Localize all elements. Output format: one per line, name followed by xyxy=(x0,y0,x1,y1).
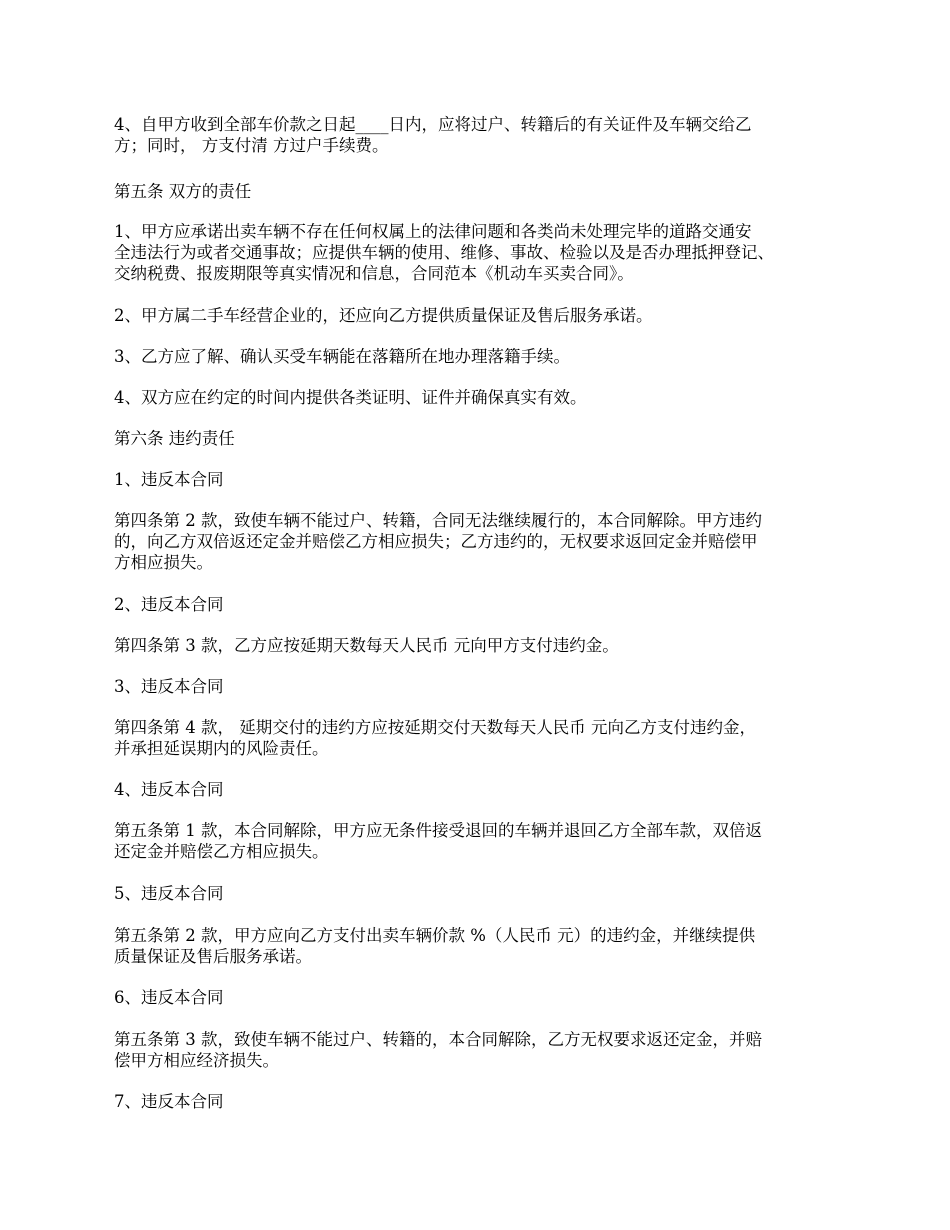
text-line: 第四条第 3 款，乙方应按延期天数每天人民币 元向甲方支付违约金。 xyxy=(114,636,619,655)
text-line: 第五条第 1 款，本合同解除，甲方应无条件接受退回的车辆并退回乙方全部车款，双倍返 xyxy=(114,821,762,840)
paragraph-breach-5-detail xyxy=(114,925,854,967)
text-line: 全违法行为或者交通事故；应提供车辆的使用、维修、事故、检验以及是否办理抵押登记、 xyxy=(114,243,774,262)
clause-breach-6 xyxy=(114,987,854,1008)
text-line: 5、违反本合同 xyxy=(114,884,224,903)
paragraph-breach-4-detail xyxy=(114,820,854,862)
paragraph-breach-6-detail xyxy=(114,1029,854,1071)
text-line: 并承担延误期内的风险责任。 xyxy=(114,739,329,758)
text-line: 7、违反本合同 xyxy=(114,1092,224,1111)
text-line: 第五条 双方的责任 xyxy=(114,182,252,201)
text-line: 第五条第 3 款，致使车辆不能过户、转籍的，本合同解除，乙方无权要求返还定金，并赔 xyxy=(114,1030,762,1049)
clause-breach-1 xyxy=(114,469,854,490)
clause-breach-3 xyxy=(114,676,854,697)
paragraph-transfer-documents xyxy=(114,114,854,156)
text-line: 的，向乙方双倍返还定金并赔偿乙方相应损失；乙方违约的，无权要求返回定金并赔偿甲 xyxy=(114,532,758,551)
clause-breach-5 xyxy=(114,883,854,904)
text-line: 方；同时， 方支付清 方过户手续费。 xyxy=(114,136,389,155)
text-line: 第五条第 2 款，甲方应向乙方支付出卖车辆价款 %（人民币 元）的违约金，并继续提供 xyxy=(114,926,756,945)
text-line: 交纳税费、报废期限等真实情况和信息，合同范本《机动车买卖合同》。 xyxy=(114,264,634,283)
text-line: 2、甲方属二手车经营企业的，还应向乙方提供质量保证及售后服务承诺。 xyxy=(114,306,653,325)
text-line: 3、乙方应了解、确认买受车辆能在落籍所在地办理落籍手续。 xyxy=(114,347,570,366)
text-line: 4、自甲方收到全部车价款之日起____日内，应将过户、转籍后的有关证件及车辆交给乙 xyxy=(114,115,752,134)
heading-article-5 xyxy=(114,181,854,202)
text-line: 2、违反本合同 xyxy=(114,595,224,614)
paragraph-seller-commitment xyxy=(114,221,854,284)
text-line: 4、违反本合同 xyxy=(114,780,224,799)
clause-breach-4 xyxy=(114,779,854,800)
paragraph-breach-1-detail xyxy=(114,510,854,573)
text-line: 第六条 违约责任 xyxy=(114,429,235,448)
text-line: 质量保证及售后服务承诺。 xyxy=(114,947,312,966)
paragraph-provide-certificates xyxy=(114,387,854,408)
paragraph-breach-2-detail xyxy=(114,635,854,656)
text-line: 偿甲方相应经济损失。 xyxy=(114,1051,279,1070)
clause-breach-2 xyxy=(114,594,854,615)
text-line: 第四条第 2 款，致使车辆不能过户、转籍，合同无法继续履行的，本合同解除。甲方违约 xyxy=(114,511,762,530)
text-line: 1、甲方应承诺出卖车辆不存在任何权属上的法律问题和各类尚未处理完毕的道路交通安 xyxy=(114,222,752,241)
paragraph-dealer-warranty xyxy=(114,305,854,326)
text-line: 方相应损失。 xyxy=(114,553,213,572)
text-line: 还定金并赔偿乙方相应损失。 xyxy=(114,842,329,861)
text-line: 4、双方应在约定的时间内提供各类证明、证件并确保真实有效。 xyxy=(114,388,587,407)
text-line: 6、违反本合同 xyxy=(114,988,224,1007)
text-line: 1、违反本合同 xyxy=(114,470,224,489)
paragraph-breach-3-detail xyxy=(114,717,854,759)
paragraph-buyer-registration xyxy=(114,346,854,367)
text-line: 3、违反本合同 xyxy=(114,677,224,696)
clause-breach-7 xyxy=(114,1091,854,1112)
heading-article-6 xyxy=(114,428,854,449)
text-line: 第四条第 4 款， 延期交付的违约方应按延期交付天数每天人民币 元向乙方支付违约金， xyxy=(114,718,756,737)
